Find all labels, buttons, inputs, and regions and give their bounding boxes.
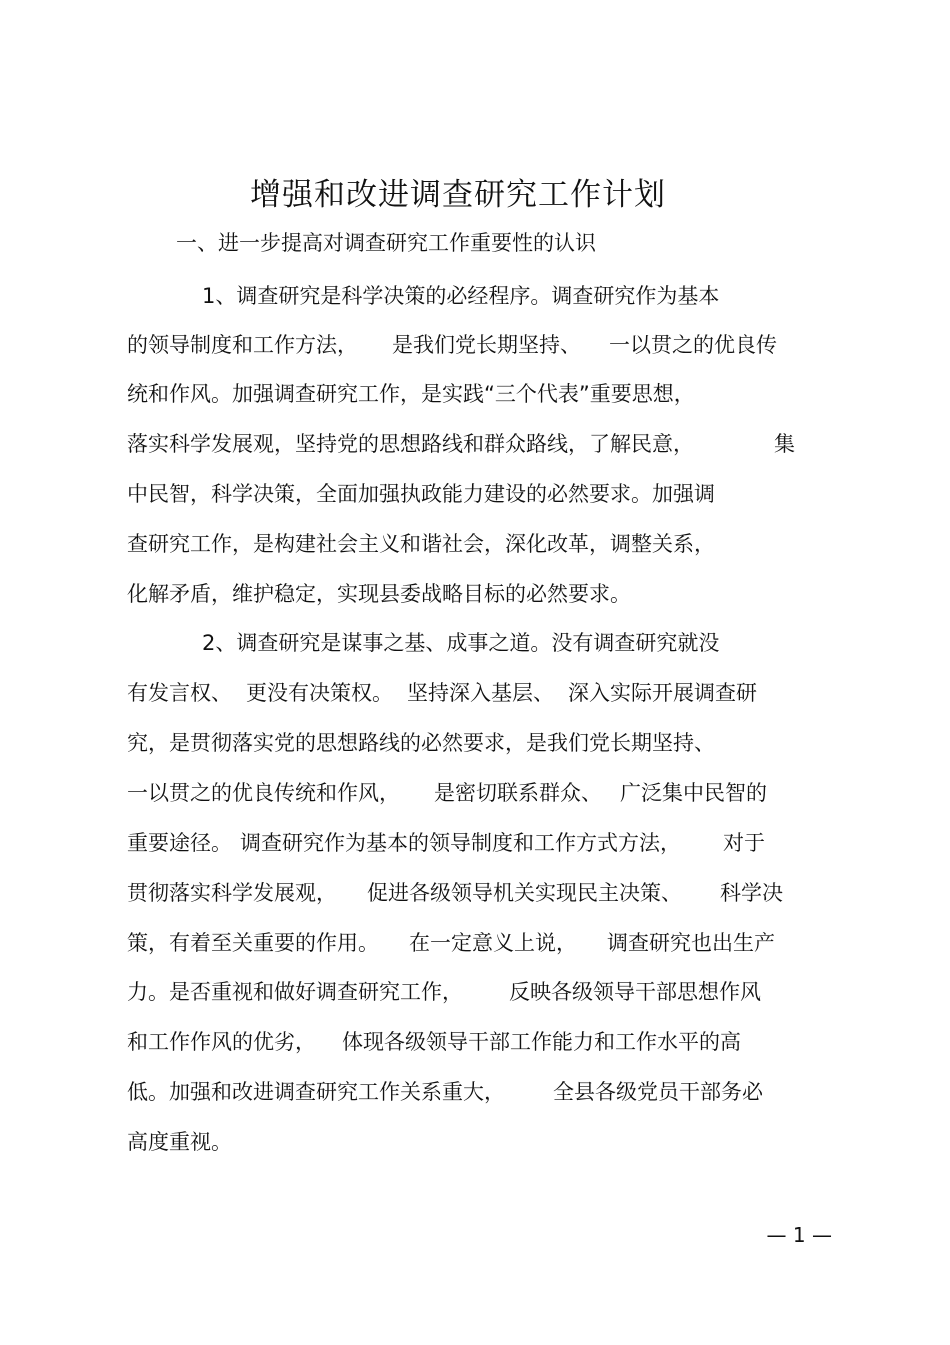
text-segment: 重要途径。 <box>127 831 232 855</box>
paragraph-line <box>127 778 767 808</box>
text-segment: 中民智，科学决策，全面加强执政能力建设的必然要求。加强调 <box>127 482 715 506</box>
paragraph-line <box>127 330 777 360</box>
text-segment: 坚持深入基层、 <box>407 681 554 705</box>
paragraph-line <box>127 379 695 409</box>
text-segment: 1、调查研究是科学决策的必经程序。调查研究作为基本 <box>202 284 720 308</box>
paragraph-line <box>127 977 761 1007</box>
page-number: — 1 — <box>766 1223 832 1247</box>
paragraph-line <box>127 1027 741 1057</box>
paragraph-line <box>127 728 715 758</box>
document-title: 增强和改进调查研究工作计划 <box>250 177 666 213</box>
text-segment: 体现各级领导干部工作能力和工作水平的高 <box>342 1030 741 1054</box>
text-segment: 一以贯之的优良传 <box>609 333 777 357</box>
paragraph-line <box>127 429 795 459</box>
text-segment: 的领导制度和工作方法， <box>127 333 358 357</box>
text-segment: 化解矛盾，维护稳定，实现县委战略目标的必然要求。 <box>127 582 631 606</box>
text-segment: 调查研究也出生产 <box>607 931 775 955</box>
text-segment: 是我们党长期坚持、 <box>392 333 581 357</box>
text-segment: 集 <box>774 432 795 456</box>
text-segment: 贯彻落实科学发展观， <box>127 881 337 905</box>
paragraph-line <box>127 878 783 908</box>
text-segment: 是密切联系群众、 <box>434 781 602 805</box>
paragraph-line <box>202 628 719 658</box>
paragraph-line <box>127 1127 232 1157</box>
text-segment: 在一定意义上说， <box>409 931 577 955</box>
paragraph-line <box>127 479 715 509</box>
text-segment: 落实科学发展观，坚持党的思想路线和群众路线，了解民意， <box>127 432 694 456</box>
text-segment: 统和作风。加强调查研究工作，是实践“三个代表”重要思想， <box>127 382 695 406</box>
text-segment: 促进各级领导机关实现民主决策、 <box>367 881 682 905</box>
paragraph-line <box>127 828 765 858</box>
text-segment: 科学决 <box>720 881 783 905</box>
paragraph-line <box>127 1077 763 1107</box>
text-segment: 调查研究作为基本的领导制度和工作方式方法， <box>240 831 681 855</box>
text-segment: 广泛集中民智的 <box>620 781 767 805</box>
text-segment: 有发言权、 <box>127 681 232 705</box>
text-segment: 力。是否重视和做好调查研究工作， <box>127 980 463 1004</box>
text-segment: 究，是贯彻落实党的思想路线的必然要求，是我们党长期坚持、 <box>127 731 715 755</box>
paragraph-line <box>202 281 719 311</box>
paragraph-line <box>127 928 775 958</box>
text-segment: 一以贯之的优良传统和作风， <box>127 781 400 805</box>
paragraph-line <box>127 529 715 559</box>
paragraph-line <box>127 678 757 708</box>
text-segment: 对于 <box>723 831 765 855</box>
text-segment: 2、调查研究是谋事之基、成事之道。没有调查研究就没 <box>202 631 720 655</box>
text-segment: 策，有着至关重要的作用。 <box>127 931 379 955</box>
text-segment: 全县各级党员干部务必 <box>553 1080 763 1104</box>
text-segment: 低。加强和改进调查研究工作关系重大， <box>127 1080 505 1104</box>
section-heading: 一、进一步提高对调查研究工作重要性的认识 <box>176 231 596 255</box>
text-segment: 深入实际开展调查研 <box>568 681 757 705</box>
text-segment: 反映各级领导干部思想作风 <box>509 980 761 1004</box>
text-segment: 查研究工作，是构建社会主义和谐社会，深化改革，调整关系， <box>127 532 715 556</box>
paragraph-line <box>127 579 631 609</box>
text-segment: 更没有决策权。 <box>246 681 393 705</box>
text-segment: 和工作作风的优劣， <box>127 1030 316 1054</box>
text-segment: 高度重视。 <box>127 1130 232 1154</box>
